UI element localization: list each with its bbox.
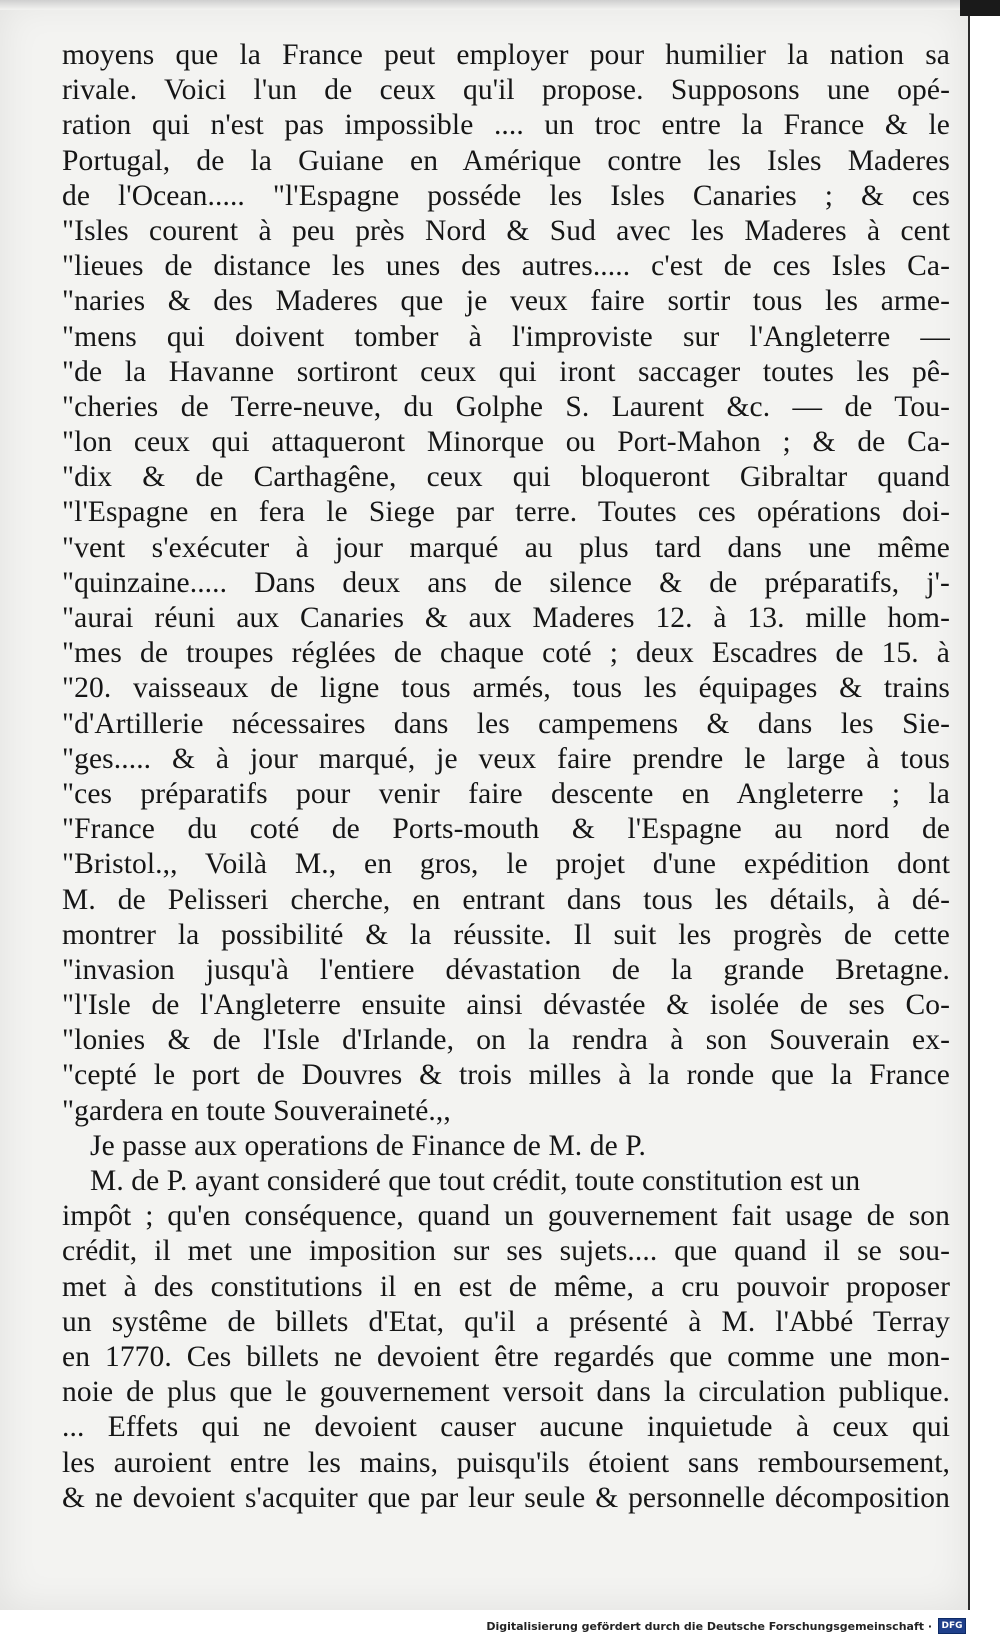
text-line: "de la Havanne sortiront ceux qui iront saccager toutes les pê- bbox=[62, 355, 950, 388]
text-line: de l'Ocean..... "l'Espagne posséde les Isles Canaries ; & ces bbox=[62, 179, 950, 212]
page-top-edge bbox=[0, 0, 968, 10]
text-line: "ges..... & à jour marqué, je veux faire prendre le large à tous bbox=[62, 742, 950, 775]
text-line: "Isles courent à peu près Nord & Sud avec les Maderes à cent bbox=[62, 214, 950, 247]
text-line: "invasion jusqu'à l'entiere dévastation de la grande Bretagne. bbox=[62, 953, 950, 986]
text-line: "d'Artillerie nécessaires dans les campemens & dans les Sie- bbox=[62, 707, 950, 740]
text-line: un systême de billets d'Etat, qu'il a présenté à M. l'Abbé Terray bbox=[62, 1305, 950, 1338]
text-line: Je passe aux operations de Finance de M. de P. bbox=[90, 1129, 646, 1162]
text-line: "Bristol.,, Voilà M., en gros, le projet d'une expédition dont bbox=[62, 848, 950, 881]
text-line: Portugal, de la Guiane en Amérique contre les Isles Maderes bbox=[62, 144, 950, 177]
text-line: "France du coté de Ports-mouth & l'Espagne au nord de bbox=[62, 813, 950, 846]
text-line: "vent s'exécuter à jour marqué au plus tard dans une même bbox=[62, 531, 950, 564]
text-line: noie de plus que le gouvernement versoit dans la circulation publique. bbox=[62, 1376, 950, 1409]
text-line: "gardera en toute Souveraineté.,, bbox=[62, 1094, 451, 1127]
text-line: crédit, il met une imposition sur ses sujets.... que quand il se sou- bbox=[62, 1235, 950, 1268]
page-corner-mark bbox=[960, 0, 1000, 16]
text-line: "cheries de Terre-neuve, du Golphe S. Laurent &c. — de Tou- bbox=[62, 390, 950, 423]
text-line: "ces préparatifs pour venir faire descente en Angleterre ; la bbox=[62, 777, 950, 810]
text-line: "cepté le port de Douvres & trois milles à la ronde que la France bbox=[62, 1059, 950, 1092]
text-line: met à des constitutions il en est de même, a cru pouvoir proposer bbox=[62, 1270, 950, 1303]
text-line: "naries & des Maderes que je veux faire sortir tous les arme- bbox=[62, 285, 950, 318]
dfg-logo-icon: DFG bbox=[938, 1618, 966, 1634]
text-line: montrer la possibilité & la réussite. Il suit les progrès de cette bbox=[62, 918, 950, 951]
text-line: M. de P. ayant consideré que tout crédit, toute constitution est un bbox=[90, 1165, 861, 1197]
text-line: "l'Isle de l'Angleterre ensuite ainsi dévastée & isolée de ses Co- bbox=[62, 989, 950, 1022]
text-line: "quinzaine..... Dans deux ans de silence & de préparatifs, j'- bbox=[62, 566, 950, 599]
text-line: ... Effets qui ne devoient causer aucune inquietude à ceux qui bbox=[62, 1411, 950, 1444]
text-line: ration qui n'est pas impossible .... un troc entre la France & le bbox=[62, 109, 950, 142]
text-line: "dix & de Carthagêne, ceux qui bloqueront Gibraltar quand bbox=[62, 461, 950, 494]
text-line: "lieues de distance les unes des autres..... c'est de ces Isles Ca- bbox=[62, 250, 950, 283]
text-line: "mes de troupes réglées de chaque coté ; deux Escadres de 15. à bbox=[62, 637, 950, 670]
page-body-text bbox=[62, 38, 950, 1516]
text-line: M. de Pelisseri cherche, en entrant dans tous les détails, à dé- bbox=[62, 883, 950, 916]
text-line: "20. vaisseaux de ligne tous armés, tous les équipages & trains bbox=[62, 672, 950, 705]
text-line: les auroient entre les mains, puisqu'ils étoient sans remboursement, bbox=[62, 1446, 950, 1479]
text-line: & ne devoient s'acquiter que par leur seule & personnelle décomposition bbox=[62, 1481, 950, 1514]
text-line: "aurai réuni aux Canaries & aux Maderes 12. à 13. mille hom- bbox=[62, 602, 950, 634]
text-line: moyens que la France peut employer pour humilier la nation sa bbox=[62, 39, 950, 71]
text-line: "l'Espagne en fera le Siege par terre. Toutes ces opérations doi- bbox=[62, 496, 950, 529]
funding-credit: Digitalisierung gefördert durch die Deutsche Forschungsgemeinschaft · bbox=[486, 1619, 932, 1633]
text-line: "mens qui doivent tomber à l'improviste sur l'Angleterre — bbox=[62, 320, 950, 353]
text-line: impôt ; qu'en conséquence, quand un gouvernement fait usage de son bbox=[62, 1200, 950, 1233]
text-line: en 1770. Ces billets ne devoient être regardés que comme une mon- bbox=[62, 1340, 950, 1373]
digitization-footer bbox=[486, 1618, 966, 1634]
text-line: "lon ceux qui attaqueront Minorque ou Port-Mahon ; & de Ca- bbox=[62, 426, 950, 459]
text-line: rivale. Voici l'un de ceux qu'il propose. Supposons une opé- bbox=[62, 74, 950, 107]
text-line: "lonies & de l'Isle d'Irlande, on la rendra à son Souverain ex- bbox=[62, 1024, 950, 1057]
